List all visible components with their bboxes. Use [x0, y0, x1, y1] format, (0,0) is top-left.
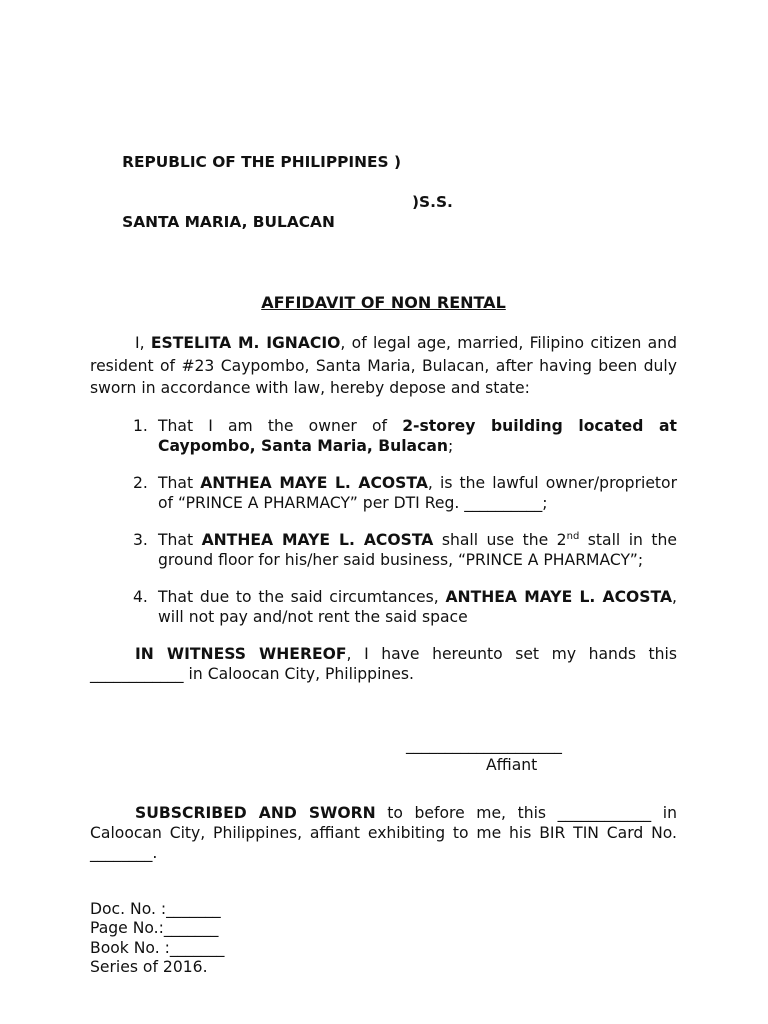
witness-paragraph — [90, 644, 677, 684]
doc-number: Doc. No. :_______ — [90, 899, 221, 918]
signature-label: Affiant — [486, 755, 538, 774]
jurat-paragraph — [90, 803, 677, 863]
item-text: , will not pay and/not rent the said space — [158, 587, 677, 626]
intro-paragraph — [90, 332, 677, 400]
jurat-text: to before me, this ____________ in Caloocan City, Philippines, affiant exhibiting to me his BIR TIN Card No. ________. — [90, 803, 677, 862]
list-item — [90, 530, 677, 570]
venue-country: REPUBLIC OF THE PHILIPPINES ) — [122, 153, 401, 171]
item-number: 4. — [133, 587, 148, 606]
item-text: shall use the 2 — [433, 530, 567, 549]
list-item — [90, 587, 677, 627]
item-text: ; — [447, 436, 454, 455]
item-bold-text: ANTHEA MAYE L. ACOSTA — [200, 473, 428, 492]
list-item — [90, 473, 677, 513]
venue-ss: )S.S. — [412, 193, 453, 211]
item-number: 3. — [133, 530, 148, 549]
venue-locality: SANTA MARIA, BULACAN — [122, 213, 335, 231]
notarial-register — [90, 900, 677, 978]
item-text: That due to the said circumtances, — [158, 587, 446, 606]
item-number: 1. — [133, 416, 148, 435]
signature-line: ____________________ — [406, 735, 562, 754]
item-bold-text: ANTHEA MAYE L. ACOSTA — [201, 530, 434, 549]
intro-text-2: , of legal age, married, Filipino citizen and resident of #23 Caypombo, Santa Maria, Bulacan, after having been duly sworn in accordance with law, hereby depose and state: — [90, 334, 677, 397]
list-item — [90, 416, 677, 456]
item-text: stall in the ground floor for his/her said business, “PRINCE A PHARMACY”; — [158, 530, 677, 569]
item-bold-text: ANTHEA MAYE L. ACOSTA — [445, 587, 673, 606]
item-bold-text: 2-storey building located at Caypombo, Santa Maria, Bulacan — [158, 416, 677, 455]
affiant-name: ESTELITA M. IGNACIO — [150, 334, 341, 352]
item-text: That I am the owner of — [158, 416, 403, 435]
signature-block — [90, 736, 677, 786]
witness-heading: IN WITNESS WHEREOF — [135, 644, 347, 663]
item-text: , is the lawful owner/proprietor of “PRINCE A PHARMACY” per DTI Reg. __________; — [158, 473, 677, 512]
book-number: Book No. :_______ — [90, 938, 225, 957]
venue-header — [90, 92, 677, 252]
series-year: Series of 2016. — [90, 958, 208, 976]
statement-list — [90, 416, 677, 627]
page-number: Page No.:_______ — [90, 919, 219, 937]
document-title: AFFIDAVIT OF NON RENTAL — [261, 293, 506, 312]
witness-text: , I have hereunto set my hands this ____________ in Caloocan City, Philippines. — [90, 644, 677, 683]
affidavit-page — [90, 92, 677, 978]
jurat-heading: SUBSCRIBED AND SWORN — [135, 803, 376, 822]
intro-text-1: I, — [135, 334, 151, 352]
item-number: 2. — [133, 473, 148, 492]
item-text: That — [158, 473, 201, 492]
item-text: That — [158, 530, 202, 549]
ordinal-suffix: nd — [566, 530, 580, 542]
